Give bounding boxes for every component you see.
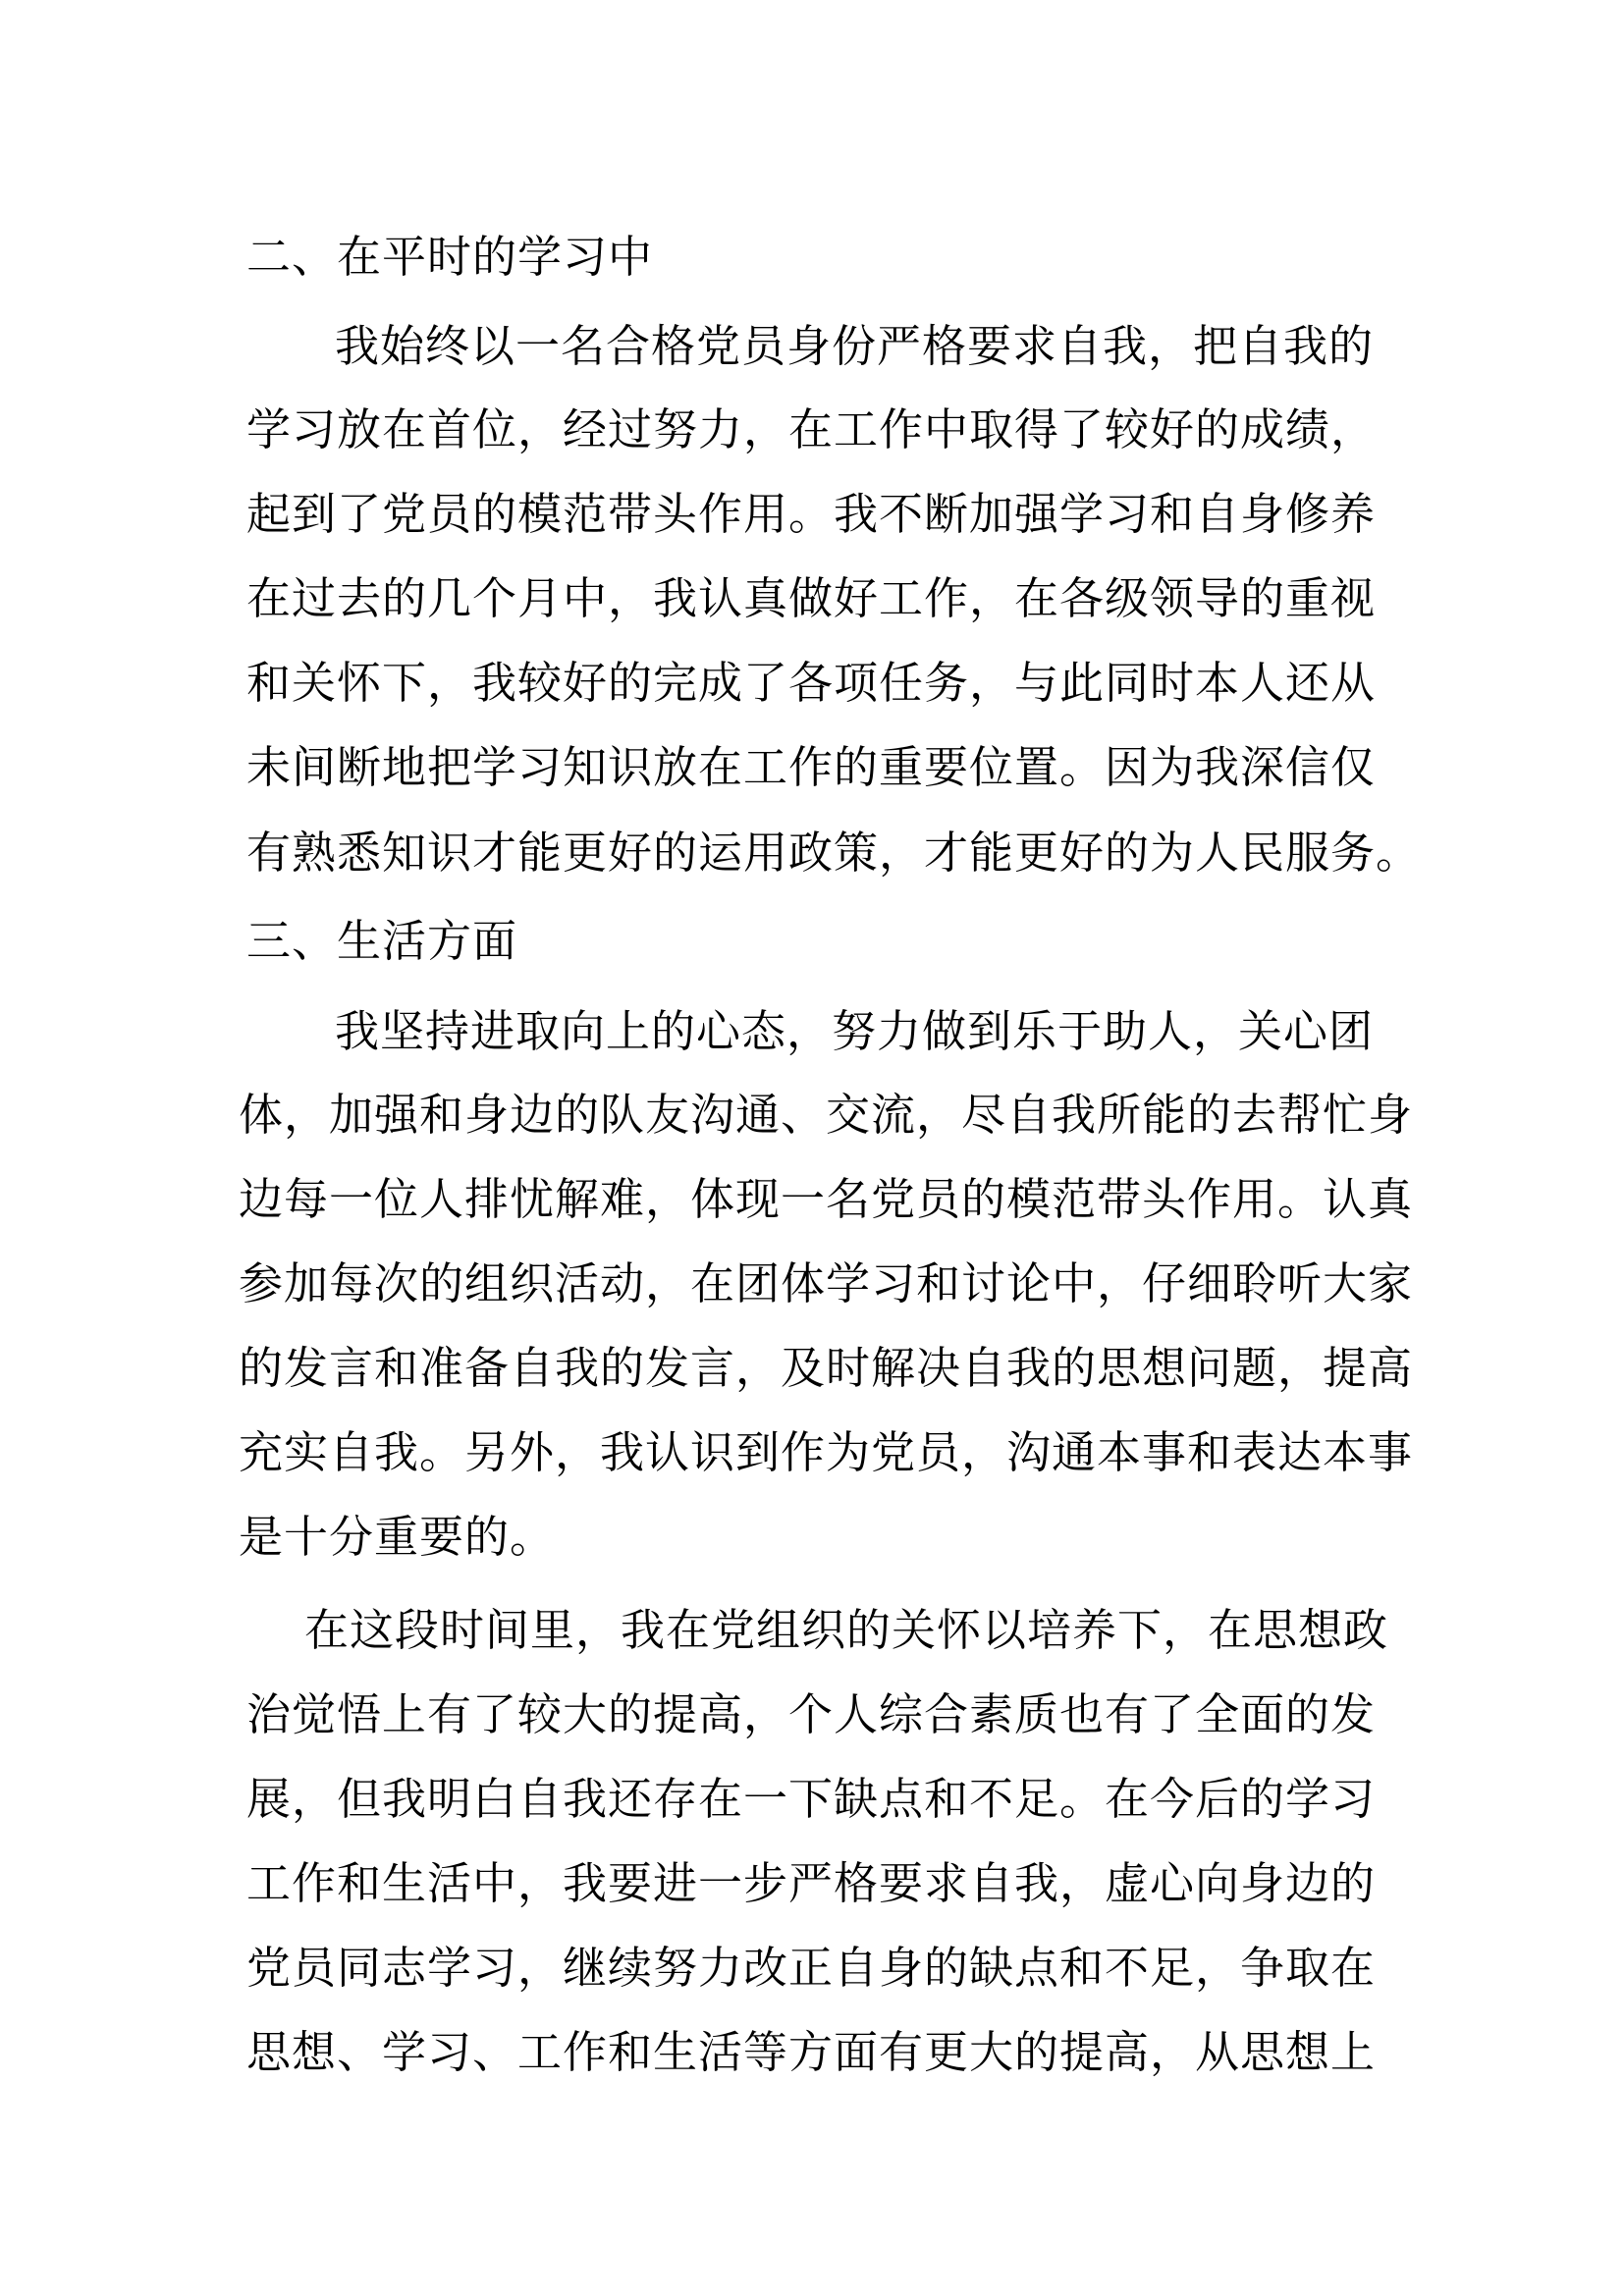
- paragraph-line: 边每一位人排忧解难，体现一名党员的模范带头作用。认真: [239, 1173, 1414, 1225]
- paragraph-line: 和关怀下，我较好的完成了各项任务，与此同时本人还从: [246, 657, 1377, 709]
- paragraph-line: 起到了党员的模范带头作用。我不断加强学习和自身修养: [246, 488, 1377, 540]
- paragraph-line: 治觉悟上有了较大的提高，个人综合素质也有了全面的发: [246, 1688, 1377, 1740]
- paragraph-line: 体，加强和身边的队友沟通、交流，尽自我所能的去帮忙身: [239, 1089, 1414, 1141]
- paragraph-line: 在过去的几个月中，我认真做好工作，在各级领导的重视: [246, 572, 1377, 624]
- paragraph-line: 党员同志学习，继续努力改正自身的缺点和不足，争取在: [246, 1942, 1377, 1994]
- section-heading: 二、在平时的学习中: [246, 231, 654, 283]
- paragraph-line: 展，但我明白自我还存在一下缺点和不足。在今后的学习: [246, 1773, 1377, 1825]
- paragraph-line: 工作和生活中，我要进一步严格要求自我，虚心向身边的: [246, 1857, 1377, 1909]
- paragraph-line: 充实自我。另外，我认识到作为党员，沟通本事和表达本事: [239, 1426, 1414, 1478]
- paragraph-line: 学习放在首位，经过努力，在工作中取得了较好的成绩，: [246, 403, 1377, 455]
- paragraph-line: 在这段时间里，我在党组织的关怀以培养下，在思想政: [304, 1604, 1389, 1656]
- paragraph-line: 未间断地把学习知识放在工作的重要位置。因为我深信仅: [246, 741, 1377, 793]
- paragraph-line: 思想、学习、工作和生活等方面有更大的提高，从思想上: [246, 2026, 1377, 2078]
- paragraph-line: 是十分重要的。: [239, 1511, 556, 1563]
- paragraph-line: 我始终以一名合格党员身份严格要求自我，把自我的: [335, 320, 1375, 372]
- paragraph-line: 有熟悉知识才能更好的运用政策，才能更好的为人民服务。: [246, 827, 1422, 879]
- paragraph-line: 参加每次的组织活动，在团体学习和讨论中，仔细聆听大家: [239, 1257, 1414, 1309]
- paragraph-line: 我坚持进取向上的心态，努力做到乐于助人，关心团: [335, 1005, 1375, 1057]
- section-heading: 三、生活方面: [246, 915, 518, 967]
- paragraph-line: 的发言和准备自我的发言，及时解决自我的思想问题，提高: [239, 1342, 1414, 1394]
